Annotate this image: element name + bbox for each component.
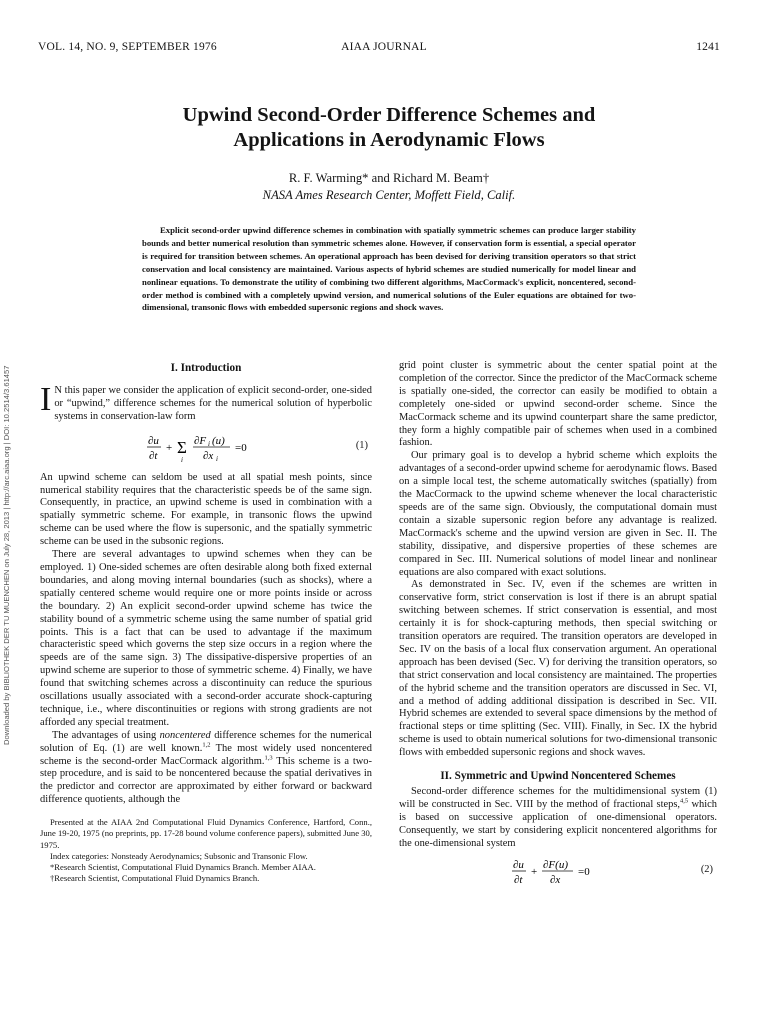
section-heading-introduction: I. Introduction xyxy=(170,362,242,374)
intro-paragraph-4 xyxy=(40,730,372,807)
author-names: R. F. Warming* and Richard M. Beam† xyxy=(288,171,490,185)
page-number: 1241 xyxy=(696,41,720,53)
left-column xyxy=(40,360,372,884)
equation-1-formula xyxy=(146,433,266,463)
svg-text:=0: =0 xyxy=(235,441,247,454)
footnote-index-categories: Index categories: Nonsteady Aerodynamics; Subsonic and Transonic Flow. xyxy=(50,850,308,861)
footnotes xyxy=(40,817,372,884)
footnote-author-2: †Research Scientist, Computational Fluid Dynamics Branch. xyxy=(50,873,260,884)
svg-text:∂u: ∂u xyxy=(148,434,159,447)
p4-text-c: The most widely used noncentered scheme is the second-order MacCormack algorithm. xyxy=(40,742,372,767)
col2-paragraph-2: Our primary goal is to develop a hybrid scheme which exploits the advantages of a second-order upwind scheme for aerodynamic flows. Based on a simple local test, the scheme automatically switches (spatially) from the MacCormack to the upwind scheme whenever the local characteristic speeds are of the same sign. Obviously, the computational domain must contain a sizable supersonic region before any advantage is realized. MacCormack's scheme and the upwind version are given in Sec. II. The stability, dissipative, and dispersive properties of these schemes are compared in Sec. III. Numerical solutions of model linear and nonlinear equations are also compared with exact solutions. xyxy=(399,450,717,578)
download-watermark: Downloaded by BIBLIOTHEK DER TU MUENCHEN on July 28, 2013 | http://arc.aiaa.org | DOI: 10.2514/3.61457 xyxy=(2,365,11,745)
journal-volume-header: VOL. 14, NO. 9, SEPTEMBER 1976 xyxy=(38,41,217,53)
col2-paragraph-3: As demonstrated in Sec. IV, even if the schemes are written in conservative form, strict conservation is lost if there is an abrupt spatial switching between schemes. If strict conservation is essential, and most certainly it is for shock-capturing methods, then special switching or transition operators are required. The transition operators are developed in Sec. IV on the basis of a local flux conservation argument. An operational approach has been devised (Sec. V) for deriving the transition operators, so that strict conservation and local consistency are maintained. The properties of the hybrid scheme and the transition operators are discussed in Sec. VI, and a method of adding additional dissipation is described in Sec. VII. Hybrid schemes are extended to several space dimensions by the method of fractional steps or time splitting (Sec. VIII). Finally, in Sec. IX the hybrid scheme is used to obtain numerical solutions for two-dimensional transonic flows with embedded supersonic regions and shock waves. xyxy=(399,579,717,759)
intro-paragraph-2: An upwind scheme can seldom be used at all spatial mesh points, since numerical stability requires that the characteristic speeds be of the same sign. Consequently, in practice, an upwind scheme is used in combination with a spatially symmetric scheme. For example, in transonic flows the upwind scheme can be used where the flow is supersonic, and the spatially symmetric scheme can be used in the subsonic regions. xyxy=(40,471,372,548)
svg-text:∂F: ∂F xyxy=(194,434,207,447)
svg-text:i: i xyxy=(208,439,210,448)
author-affiliation: NASA Ames Research Center, Moffett Field, Calif. xyxy=(262,188,516,202)
equation-2-formula xyxy=(511,857,606,887)
p4-text-d: This scheme is a two-step procedure, and is said to be noncentered because the spatial derivatives in the predictor and corrector are approximated by either forward or backward difference quotients, although the xyxy=(40,755,372,806)
intro-paragraph-1-text: N this paper we consider the application of explicit second-order, one-sided or “upwind,” difference schemes for the numerical solution of hyperbolic systems in conservation-law form xyxy=(54,384,372,422)
col2-paragraph-1: grid point cluster is symmetric about the center spatial point at the completion of the corrector. Since the predictor of the MacCormack scheme is spatially one-sided, the corrector can easily be modified to obtain a completely one-sided or upwind second-order scheme. Since the MacCormack scheme and its upwind counterpart share the same predictor, they form a highly compatible pair of schemes when used in a combined fashion. xyxy=(399,360,717,449)
svg-text:Σ: Σ xyxy=(177,437,187,457)
title-line-1: Upwind Second-Order Difference Schemes and xyxy=(182,104,596,126)
svg-text:∂x: ∂x xyxy=(203,449,214,462)
col2-p4-text-a: Second-order difference schemes for the multidimensional system (1) will be constructed in Sec. VIII by the method of fractional steps, xyxy=(399,786,717,810)
intro-paragraph-3: There are several advantages to upwind schemes when they can be employed. 1) One-sided schemes are often desirable along both fixed external boundaries, and along moving internal boundaries (such as shocks), where a spatially centered scheme would require one or more points inside or across the boundary. 2) An explicit second-order upwind scheme has twice the stability bound of a symmetric scheme using the same number of spatial grid points. This is a fact that can be used to advantage if the maximum characteristic speed which governs the step size occurs in a region where the speeds are of the same sign. 3) The dissipative-dispersive properties of an upwind scheme are superior to those of symmetric scheme. 4) Finally, we have found that switching schemes across a discontinuity can reduce the spurious oscillations usually associated with a second-order accurate shock-capturing technique, i.e., where discontinuities or regions with strong gradients are not afforded any special treatment. xyxy=(40,549,372,728)
col2-paragraph-4 xyxy=(399,786,717,851)
svg-text:i: i xyxy=(216,454,218,463)
citation-superscript: 4,5 xyxy=(680,797,689,805)
footnote-author-1: *Research Scientist, Computational Fluid Dynamics Branch. Member AIAA. xyxy=(50,862,316,872)
equation-2 xyxy=(399,857,717,887)
right-column xyxy=(399,360,717,887)
equation-1-number: (1) xyxy=(355,439,368,451)
svg-text:i: i xyxy=(181,455,183,463)
journal-name-header: AIAA JOURNAL xyxy=(341,41,427,53)
footnote-presented: Presented at the AIAA 2nd Computational Fluid Dynamics Conference, Hartford, Conn., June 19-20, 1975 (no preprints, pp. 17-28 bound volume conference papers), submitted June 30, 1975. xyxy=(40,817,372,850)
svg-text:(u): (u) xyxy=(212,434,225,447)
abstract: Explicit second-order upwind difference schemes in combination with spatially symmetric schemes can produce larger stability bounds and better numerical resolution than symmetric schemes alone. However, if conservation form is essential, a special operator is required for transition between schemes. An operational approach has been devised for deriving transition operators so that strict conservation and local consistency are maintained. Various aspects of hybrid schemes are studied numerically for model linear and nonlinear equations. To demonstrate the utility of combining two different algorithms, MacCormack's explicit, noncentered, second-order method is combined with a completely upwind version, and numerical solutions of the Euler equations are obtained for two-dimensional, transonic flows with embedded supersonic regions and shock waves. xyxy=(142,225,636,313)
col2-p4-text-b: which is based on successive application of one-dimensional operators. Consequently, we start by considering explicit noncentered algorithms for the one-dimensional system xyxy=(399,798,717,849)
title-line-2: Applications in Aerodynamic Flows xyxy=(233,129,545,151)
author-block xyxy=(40,170,738,204)
p4-text-a: The advantages of using xyxy=(52,729,160,741)
svg-text:∂t: ∂t xyxy=(149,449,158,462)
section-heading-symmetric-upwind: II. Symmetric and Upwind Noncentered Schemes xyxy=(440,770,676,783)
citation-superscript: 1,2 xyxy=(202,741,211,749)
svg-text:+: + xyxy=(166,441,173,454)
p4-emphasis: noncentered xyxy=(159,729,211,741)
svg-text:∂t: ∂t xyxy=(513,873,522,886)
svg-text:∂x: ∂x xyxy=(549,873,560,886)
svg-text:∂F(u): ∂F(u) xyxy=(542,858,568,871)
equation-2-number: (2) xyxy=(700,863,713,875)
equation-1 xyxy=(40,433,372,463)
drop-cap: I xyxy=(40,380,52,418)
intro-paragraph-1 xyxy=(40,380,372,424)
svg-text:+: + xyxy=(530,865,537,878)
svg-text:=0: =0 xyxy=(577,865,590,878)
p4-text-b: difference schemes for the numerical solution of Eq. (1) are well known. xyxy=(40,729,372,754)
svg-text:∂u: ∂u xyxy=(512,858,524,871)
paper-title xyxy=(40,103,738,153)
citation-superscript: 1,3 xyxy=(264,754,273,762)
